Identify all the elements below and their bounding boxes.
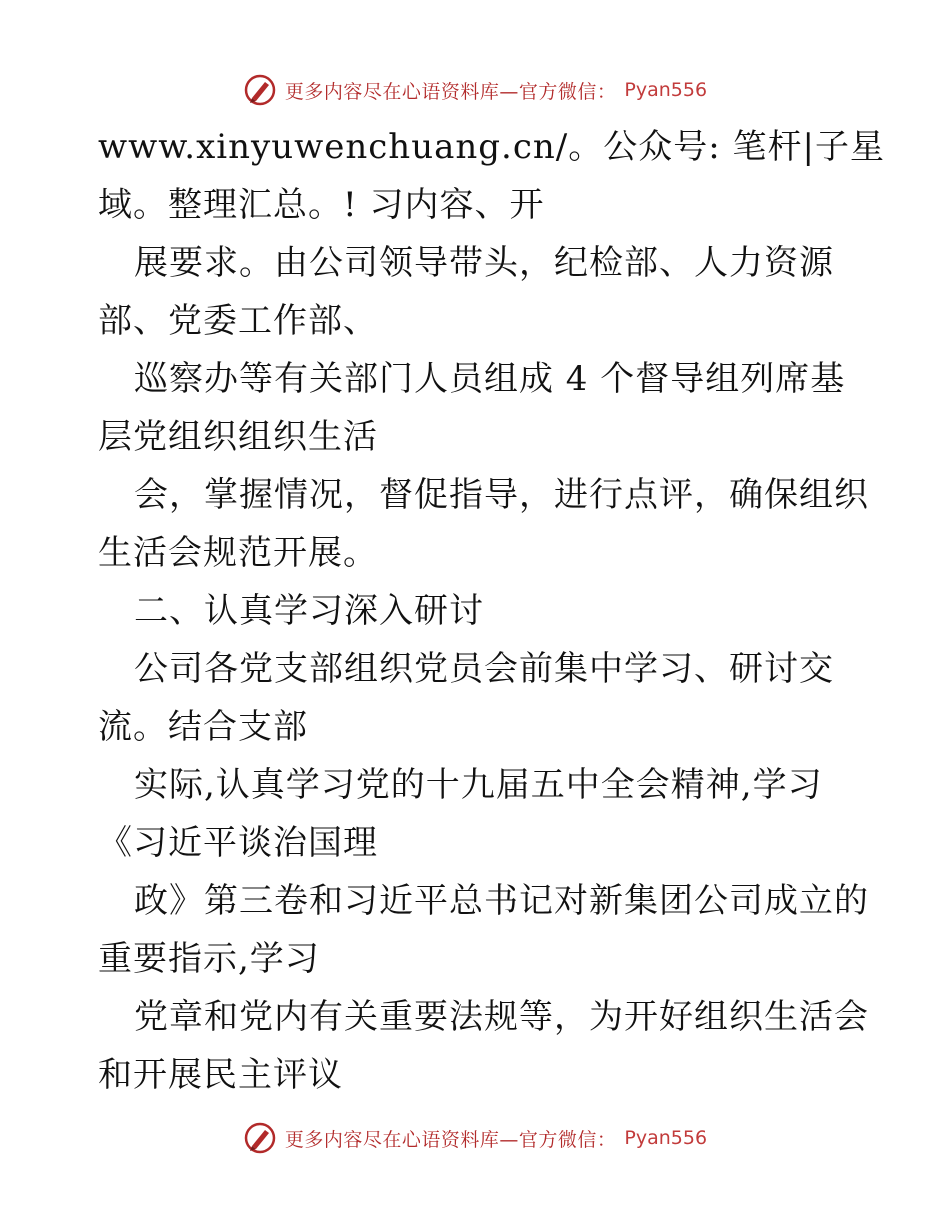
- body-line: 域。整理汇总。! 习内容、开: [98, 185, 545, 225]
- body-line: 和开展民主评议: [98, 1055, 343, 1095]
- section-heading: 二、认真学习深入研讨: [134, 591, 484, 631]
- body-line: 公司各党支部组织党员会前集中学习、研讨交: [134, 649, 834, 689]
- body-line: www.xinyuwenchuang.cn/。公众号: 笔杆|子星: [98, 127, 885, 167]
- body-line: 《习近平谈治国理: [98, 823, 378, 863]
- body-line: 政》第三卷和习近平总书记对新集团公司成立的: [134, 881, 869, 921]
- pen-logo-icon: [243, 73, 277, 107]
- document-body: [98, 118, 885, 1104]
- body-line: 重要指示,学习: [98, 939, 320, 979]
- body-line: 展要求。由公司领导带头，纪检部、人力资源: [134, 243, 834, 283]
- body-line: 部、党委工作部、: [98, 301, 378, 341]
- footer-wechat-id: Pyan556: [624, 1127, 708, 1149]
- header-banner-text: 更多内容尽在心语资料库—官方微信：: [284, 80, 617, 103]
- pen-logo-icon: [243, 1121, 277, 1155]
- header-wechat-id: Pyan556: [624, 79, 708, 101]
- body-line: 流。结合支部: [98, 707, 308, 747]
- body-line: 层党组织组织生活: [98, 417, 378, 457]
- footer-watermark-banner: [0, 1116, 950, 1160]
- body-line: 巡察办等有关部门人员组成 4 个督导组列席基: [134, 359, 846, 399]
- body-line: 生活会规范开展。: [98, 533, 378, 573]
- body-line: 党章和党内有关重要法规等，为开好组织生活会: [134, 997, 869, 1037]
- header-watermark-banner: [0, 68, 950, 112]
- body-line: 实际,认真学习党的十九届五中全会精神,学习: [134, 765, 823, 805]
- body-line: 会，掌握情况，督促指导，进行点评，确保组织: [134, 475, 869, 515]
- footer-banner-text: 更多内容尽在心语资料库—官方微信：: [284, 1128, 617, 1151]
